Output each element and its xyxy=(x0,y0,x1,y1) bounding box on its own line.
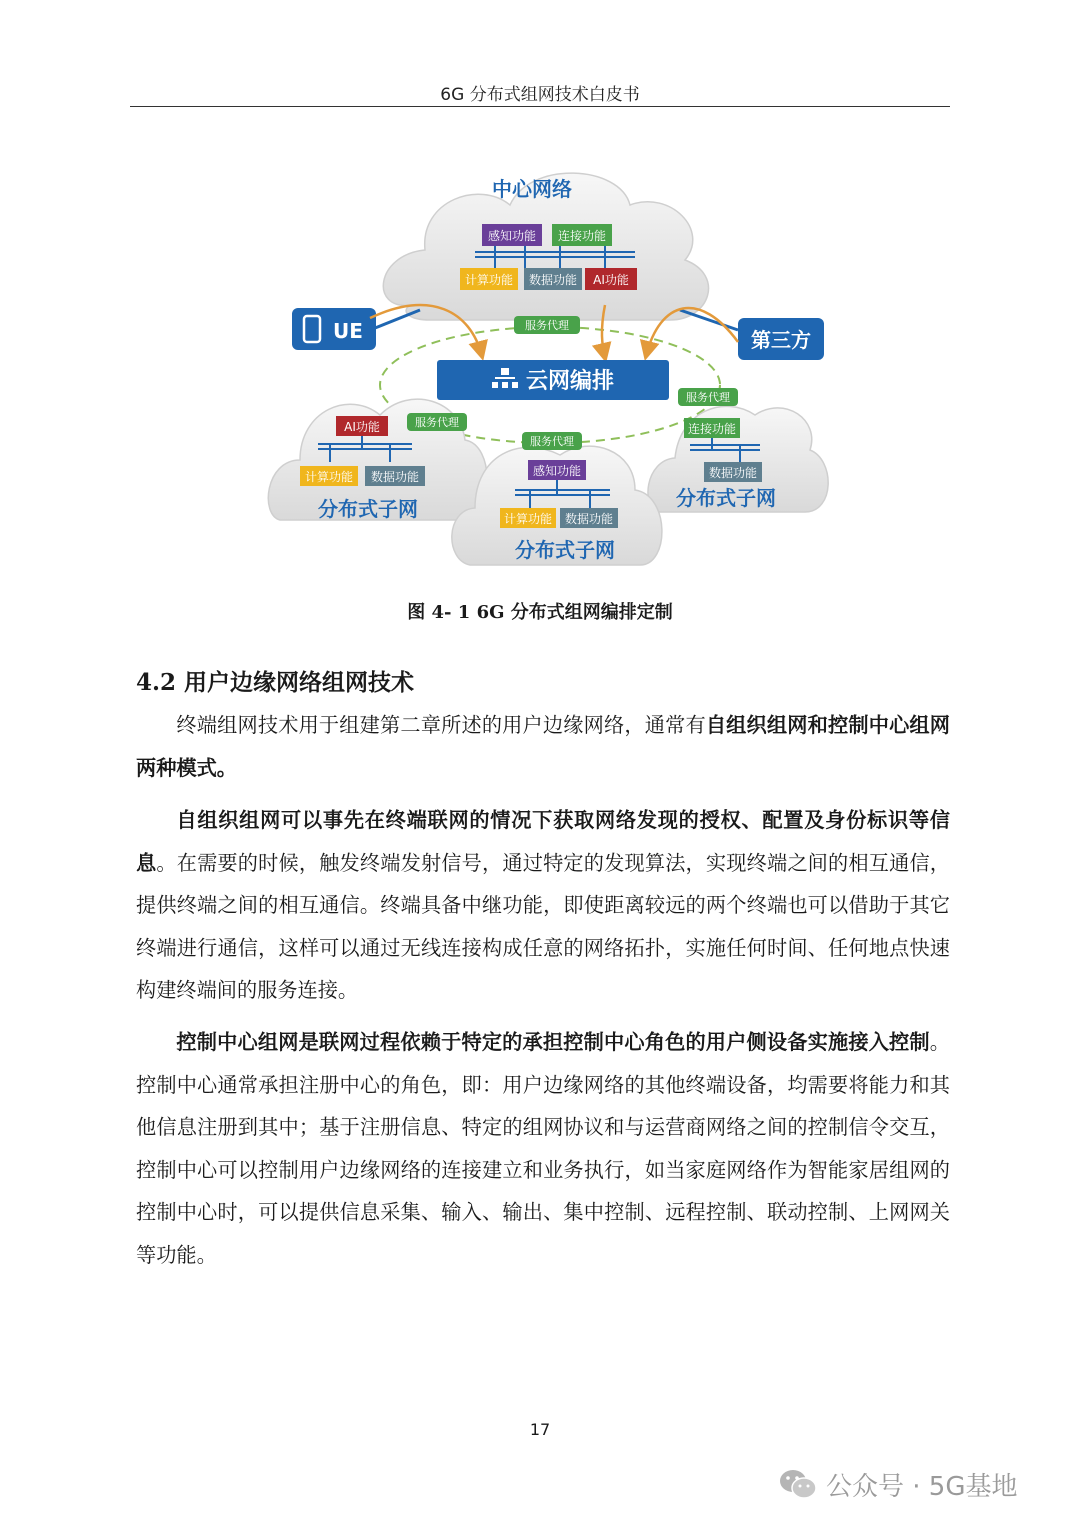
subnet-right-data: 数据功能 xyxy=(708,466,758,480)
subnet-left-data: 数据功能 xyxy=(370,470,420,484)
service-proxy-tag-middle: 服务代理 xyxy=(530,435,574,448)
service-proxy-tag-left: 服务代理 xyxy=(415,416,459,429)
central-cloud-title: 中心网络 xyxy=(492,177,572,201)
orchestrator-label: 云网编排 xyxy=(525,369,615,394)
running-header: 6G 分布式组网技术白皮书 xyxy=(440,85,640,105)
service-proxy-tag-top: 服务代理 xyxy=(525,319,569,332)
paragraph-1 xyxy=(136,704,950,789)
figure-caption: 图 4- 1 6G 分布式组网编排定制 xyxy=(407,602,673,623)
central-func-connect: 连接功能 xyxy=(557,229,607,243)
paragraph-1-text: 终端组网技术用于组建第二章所述的用户边缘网络，通常有 xyxy=(176,713,706,737)
subnet-right-connect: 连接功能 xyxy=(687,422,737,436)
paragraph-1-bold: 自组织组网和控制中心组网两种模式。 xyxy=(136,713,950,780)
subnet-middle-sense: 感知功能 xyxy=(532,464,582,478)
ue-label: UE xyxy=(333,319,363,343)
subnet-left-title: 分布式子网 xyxy=(318,497,418,521)
subnet-middle-data: 数据功能 xyxy=(564,512,614,526)
service-proxy-tag-right: 服务代理 xyxy=(686,391,730,404)
paragraph-3-text: 。控制中心通常承担注册中心的角色，即：用户边缘网络的其他终端设备，均需要将能力和其他信息注册到其中；基于注册信息、特定的组网协议和与运营商网络之间的控制信令交互，控制中心可以控制用户边缘网络的连接建立和业务执行，如当家庭网络作为智能家居组网的控制中心时，可以提供信息采集、输入、输出、集中控制、远程控制、联动控制、上网网关等功能。 xyxy=(136,1030,950,1267)
header-rule xyxy=(130,106,950,107)
subnet-middle-compute: 计算功能 xyxy=(503,512,553,526)
subnet-left-ai: AI功能 xyxy=(344,420,380,434)
network-orchestration-diagram xyxy=(260,160,840,590)
paragraph-3-bold: 控制中心组网是联网过程依赖于特定的承担控制中心角色的用户侧设备实施接入控制 xyxy=(176,1030,930,1054)
central-func-compute: 计算功能 xyxy=(464,273,514,287)
subnet-right-title: 分布式子网 xyxy=(676,486,776,510)
central-func-ai: AI功能 xyxy=(593,273,629,287)
section-title: 4.2 用户边缘网络组网技术 xyxy=(136,669,415,696)
paragraph-3 xyxy=(136,1021,950,1276)
page-number: 17 xyxy=(529,1420,551,1439)
paragraph-2 xyxy=(136,799,950,1012)
paragraph-2-text: 。在需要的时候，触发终端发射信号，通过特定的发现算法，实现终端之间的相互通信，提供终端之间的相互通信。终端具备中继功能，即使距离较远的两个终端也可以借助于其它终端进行通信，这样可以通过无线连接构成任意的网络拓扑，实施任何时间、任何地点快速构建终端间的服务连接。 xyxy=(136,850,950,1002)
watermark-text: 公众号 · 5G基地 xyxy=(826,1471,1018,1502)
central-func-data: 数据功能 xyxy=(528,273,578,287)
subnet-middle-title: 分布式子网 xyxy=(515,538,615,562)
third-party-label: 第三方 xyxy=(751,328,811,352)
watermark xyxy=(778,1462,1017,1506)
paragraph-2-bold: 自组织组网可以事先在终端联网的情况下获取网络发现的授权、配置及身份标识等信息 xyxy=(136,808,950,875)
subnet-left-compute: 计算功能 xyxy=(304,470,354,484)
central-func-sense: 感知功能 xyxy=(487,229,537,243)
wechat-icon xyxy=(778,1468,818,1500)
